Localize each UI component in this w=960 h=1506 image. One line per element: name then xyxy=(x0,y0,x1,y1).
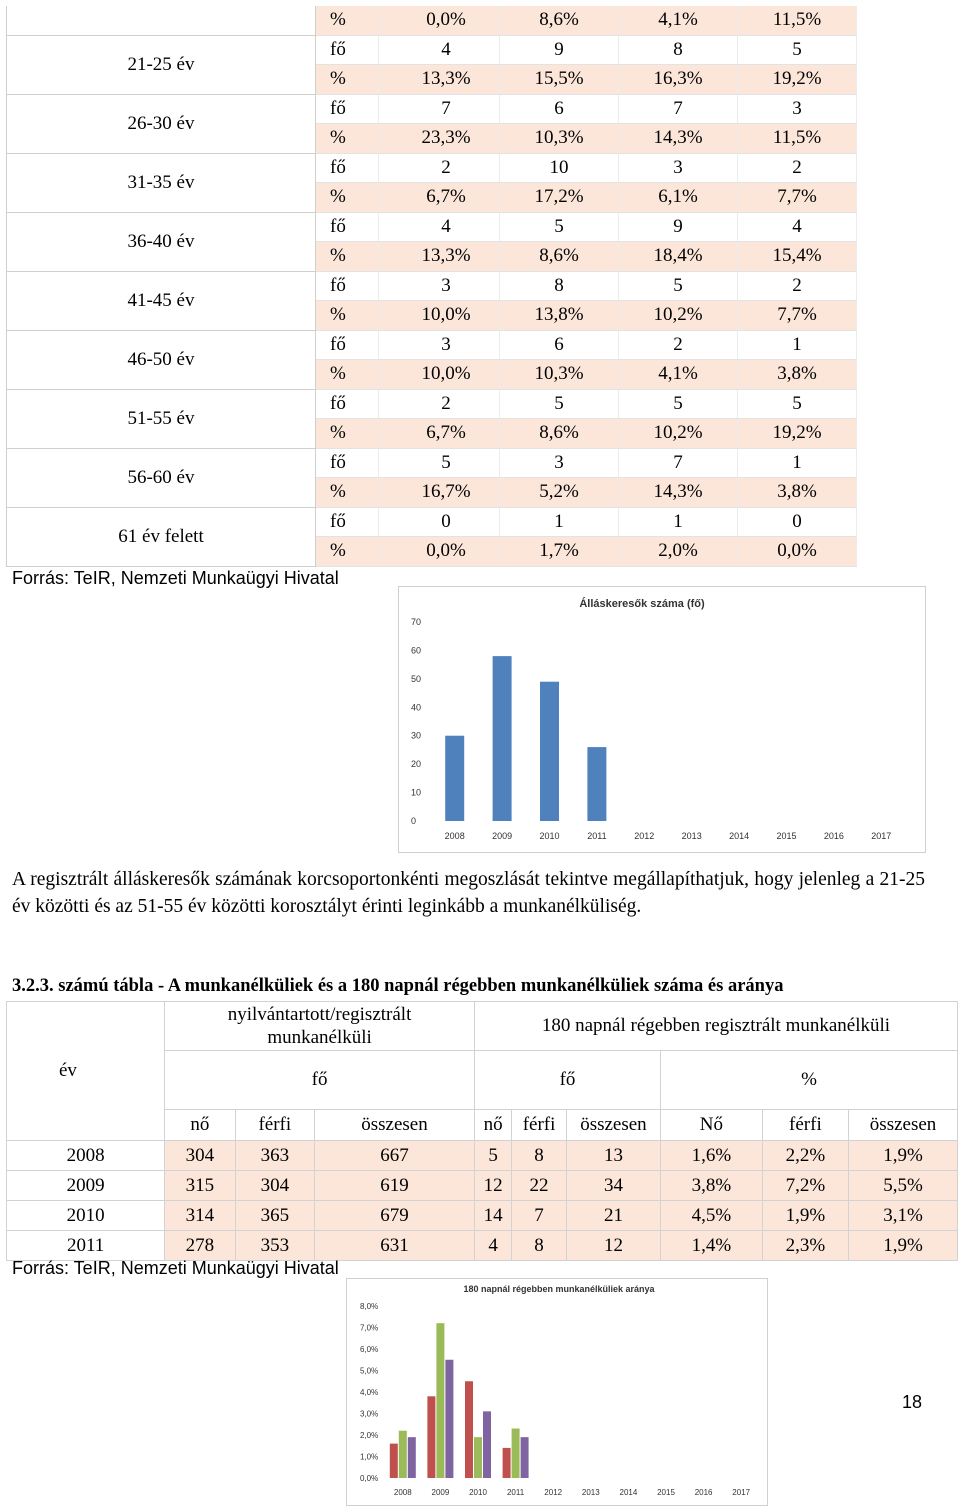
value-cell: 3,8% xyxy=(661,1171,763,1201)
bar-nő xyxy=(390,1444,398,1478)
bar xyxy=(493,656,512,821)
pct-cell: 13,3% xyxy=(379,242,500,272)
unit-label: fő xyxy=(316,271,379,301)
bar xyxy=(540,682,559,821)
y-tick-label: 0 xyxy=(411,816,417,826)
age-group-label: 21-25 év xyxy=(7,35,316,94)
long-term-ratio-chart xyxy=(346,1278,768,1506)
pct-cell: 1,7% xyxy=(500,537,619,567)
y-tick-label: 30 xyxy=(411,730,422,741)
pct-cell: 6,1% xyxy=(619,183,738,213)
table-row xyxy=(7,212,857,242)
count-cell: 5 xyxy=(500,212,619,242)
pct-cell: 6,7% xyxy=(379,183,500,213)
unit-label: fő xyxy=(316,35,379,65)
sub-header: Nő xyxy=(661,1110,763,1141)
value-cell: 631 xyxy=(315,1231,475,1261)
y-tick-label: 6,0% xyxy=(360,1345,379,1354)
pct-cell: 7,7% xyxy=(738,301,857,331)
y-tick-label: 2,0% xyxy=(360,1431,379,1440)
pct-cell: 6,7% xyxy=(379,419,500,449)
unit-label: % xyxy=(316,301,379,331)
value-cell: 14 xyxy=(474,1201,511,1231)
value-cell: 5,5% xyxy=(849,1171,958,1201)
pct-cell: 3,8% xyxy=(738,478,857,508)
value-cell: 22 xyxy=(512,1171,566,1201)
count-cell: 3 xyxy=(379,271,500,301)
x-tick-label: 2013 xyxy=(581,1488,600,1497)
table-row xyxy=(7,448,857,478)
y-tick-label: 8,0% xyxy=(360,1302,379,1311)
unit-label: % xyxy=(316,65,379,95)
age-group-label: 46-50 év xyxy=(7,330,316,389)
sub-header: összesen xyxy=(849,1110,958,1141)
jobseekers-chart xyxy=(398,586,926,853)
value-cell: 21 xyxy=(566,1201,660,1231)
pct-cell: 10,0% xyxy=(379,360,500,390)
age-group-label: 36-40 év xyxy=(7,212,316,271)
pct-cell: 16,3% xyxy=(619,65,738,95)
fo-header-2: fő xyxy=(474,1051,660,1110)
count-cell: 1 xyxy=(619,507,738,537)
count-cell: 8 xyxy=(500,271,619,301)
count-cell: 5 xyxy=(619,271,738,301)
x-tick-label: 2011 xyxy=(506,1488,525,1497)
x-tick-label: 2014 xyxy=(729,831,750,841)
pct-cell: 10,2% xyxy=(619,301,738,331)
age-table-source: Forrás: TeIR, Nemzeti Munkaügyi Hivatal xyxy=(12,568,339,588)
count-cell: 0 xyxy=(738,507,857,537)
chart-title: Álláskeresők száma (fő) xyxy=(579,598,705,610)
table-row xyxy=(7,1231,958,1261)
bar-összesen xyxy=(408,1437,416,1478)
pct-cell: 4,1% xyxy=(619,6,738,35)
count-cell: 5 xyxy=(619,389,738,419)
jobseekers-chart-svg xyxy=(399,587,925,852)
count-cell: 4 xyxy=(379,212,500,242)
pct-cell: 10,3% xyxy=(500,124,619,154)
bar-férfi xyxy=(512,1429,520,1478)
y-tick-label: 50 xyxy=(411,673,422,684)
count-cell: 1 xyxy=(738,330,857,360)
bar-nő xyxy=(465,1381,473,1478)
y-tick-label: 7,0% xyxy=(360,1323,379,1333)
unit-label: fő xyxy=(316,153,379,183)
sub-header: nő xyxy=(165,1110,235,1141)
pct-cell: 17,2% xyxy=(500,183,619,213)
unemployment-table xyxy=(6,1001,958,1261)
value-cell: 1,4% xyxy=(661,1231,763,1261)
value-cell: 619 xyxy=(315,1171,475,1201)
ev-header: év xyxy=(7,1002,165,1141)
y-tick-label: 3,0% xyxy=(360,1409,379,1419)
unit-label: fő xyxy=(316,389,379,419)
value-cell: 34 xyxy=(566,1171,660,1201)
value-cell: 679 xyxy=(315,1201,475,1231)
count-cell: 1 xyxy=(738,448,857,478)
page-number: 18 xyxy=(902,1392,923,1412)
unit-label: fő xyxy=(316,94,379,124)
count-cell: 10 xyxy=(500,153,619,183)
age-group-label: 31-35 év xyxy=(7,153,316,212)
y-tick-label: 5,0% xyxy=(360,1366,379,1376)
sub-header: összesen xyxy=(315,1110,475,1141)
x-tick-label: 2012 xyxy=(544,1488,563,1497)
bar-férfi xyxy=(436,1323,444,1478)
count-cell: 4 xyxy=(738,212,857,242)
y-tick-label: 60 xyxy=(411,645,422,656)
y-tick-label: 40 xyxy=(411,702,422,713)
x-tick-label: 2012 xyxy=(634,831,655,841)
unit-label: fő xyxy=(316,330,379,360)
value-cell: 315 xyxy=(165,1171,235,1201)
x-tick-label: 2017 xyxy=(732,1488,751,1497)
unemp-table-source: Forrás: TeIR, Nemzeti Munkaügyi Hivatal xyxy=(12,1258,339,1278)
value-cell: 1,9% xyxy=(762,1201,848,1231)
unit-label: fő xyxy=(316,212,379,242)
unit-label: % xyxy=(316,6,379,35)
sub-header: nő xyxy=(474,1110,511,1141)
value-cell: 353 xyxy=(235,1231,314,1261)
pct-cell: 10,2% xyxy=(619,419,738,449)
x-tick-label: 2016 xyxy=(694,1488,713,1497)
bar-férfi xyxy=(399,1431,407,1478)
age-group-label: 56-60 év xyxy=(7,448,316,507)
year-cell: 2008 xyxy=(7,1141,165,1171)
year-cell: 2009 xyxy=(7,1171,165,1201)
x-tick-label: 2008 xyxy=(444,831,465,841)
x-tick-label: 2017 xyxy=(871,831,892,841)
table-row xyxy=(7,153,857,183)
pct-cell: 10,0% xyxy=(379,301,500,331)
count-cell: 8 xyxy=(619,35,738,65)
table-row xyxy=(7,1141,958,1171)
age-group-label: 26-30 év xyxy=(7,94,316,153)
unit-label: % xyxy=(316,360,379,390)
count-cell: 3 xyxy=(619,153,738,183)
unit-label: fő xyxy=(316,507,379,537)
x-tick-label: 2016 xyxy=(823,831,844,841)
table-row xyxy=(7,1171,958,1201)
bar-férfi xyxy=(474,1437,482,1478)
value-cell: 12 xyxy=(474,1171,511,1201)
pct-cell: 8,6% xyxy=(500,419,619,449)
value-cell: 8 xyxy=(512,1141,566,1171)
value-cell: 2,3% xyxy=(762,1231,848,1261)
value-cell: 3,1% xyxy=(849,1201,958,1231)
y-tick-label: 10 xyxy=(411,787,422,798)
count-cell: 2 xyxy=(738,271,857,301)
pct-cell: 11,5% xyxy=(738,6,857,35)
y-tick-label: 1,0% xyxy=(360,1452,379,1462)
pct-cell: 14,3% xyxy=(619,124,738,154)
sub-header: összesen xyxy=(566,1110,660,1141)
table-row xyxy=(7,507,857,537)
bar-nő xyxy=(503,1448,511,1478)
bar-nő xyxy=(427,1396,435,1478)
pct-cell: 8,6% xyxy=(500,6,619,35)
value-cell: 7,2% xyxy=(762,1171,848,1201)
value-cell: 1,6% xyxy=(661,1141,763,1171)
age-group-label: 41-45 év xyxy=(7,271,316,330)
pct-cell: 0,0% xyxy=(738,537,857,567)
count-cell: 5 xyxy=(738,35,857,65)
pct-cell: 4,1% xyxy=(619,360,738,390)
sub-header: férfi xyxy=(235,1110,314,1141)
count-cell: 4 xyxy=(379,35,500,65)
pct-cell: 18,4% xyxy=(619,242,738,272)
age-group-label: 61 év felett xyxy=(7,507,316,566)
unit-label: % xyxy=(316,419,379,449)
age-group-label xyxy=(7,6,316,35)
bar-összesen xyxy=(445,1360,453,1478)
pct-cell: 3,8% xyxy=(738,360,857,390)
value-cell: 365 xyxy=(235,1201,314,1231)
pct-cell: 13,3% xyxy=(379,65,500,95)
registered-header: nyilvántartott/regisztrált munkanélküli xyxy=(165,1002,475,1051)
unit-label: % xyxy=(316,183,379,213)
x-tick-label: 2011 xyxy=(587,831,607,841)
chart-title: 180 napnál régebben munkanélküliek aránya xyxy=(463,1284,655,1294)
count-cell: 5 xyxy=(738,389,857,419)
x-tick-label: 2015 xyxy=(657,1488,675,1497)
body-paragraph: A regisztrált álláskeresők számának korcsoportonkénti megoszlását tekintve megállapíthatjuk, hogy jelenleg a 21-25 év közötti és az 51-55 év közötti korosztályt érinti leginkább a munkanélküliség. xyxy=(12,869,925,917)
pct-cell: 2,0% xyxy=(619,537,738,567)
pct-cell: 5,2% xyxy=(500,478,619,508)
value-cell: 1,9% xyxy=(849,1141,958,1171)
count-cell: 2 xyxy=(379,389,500,419)
pct-cell: 23,3% xyxy=(379,124,500,154)
x-tick-label: 2009 xyxy=(492,831,513,841)
count-cell: 2 xyxy=(738,153,857,183)
value-cell: 278 xyxy=(165,1231,235,1261)
y-tick-label: 70 xyxy=(411,617,422,627)
age-group-label: 51-55 év xyxy=(7,389,316,448)
value-cell: 304 xyxy=(235,1171,314,1201)
x-tick-label: 2010 xyxy=(539,831,560,841)
count-cell: 3 xyxy=(738,94,857,124)
pct-cell: 10,3% xyxy=(500,360,619,390)
pct-cell: 19,2% xyxy=(738,65,857,95)
count-cell: 1 xyxy=(500,507,619,537)
count-cell: 7 xyxy=(619,94,738,124)
count-cell: 3 xyxy=(500,448,619,478)
fo-header-1: fő xyxy=(165,1051,475,1110)
value-cell: 1,9% xyxy=(849,1231,958,1261)
table-row xyxy=(7,330,857,360)
count-cell: 0 xyxy=(379,507,500,537)
value-cell: 314 xyxy=(165,1201,235,1231)
count-cell: 2 xyxy=(379,153,500,183)
pct-cell: 7,7% xyxy=(738,183,857,213)
value-cell: 12 xyxy=(566,1231,660,1261)
count-cell: 7 xyxy=(379,94,500,124)
bar-összesen xyxy=(521,1437,529,1478)
table-heading: 3.2.3. számú tábla - A munkanélküliek és a 180 napnál régebben munkanélküliek száma és aránya xyxy=(12,976,784,996)
value-cell: 304 xyxy=(165,1141,235,1171)
x-tick-label: 2010 xyxy=(469,1488,487,1497)
x-tick-label: 2008 xyxy=(393,1488,412,1497)
count-cell: 5 xyxy=(500,389,619,419)
count-cell: 7 xyxy=(619,448,738,478)
unit-label: % xyxy=(316,478,379,508)
count-cell: 2 xyxy=(619,330,738,360)
value-cell: 4 xyxy=(474,1231,511,1261)
y-tick-label: 20 xyxy=(411,759,422,770)
count-cell: 9 xyxy=(500,35,619,65)
value-cell: 2,2% xyxy=(762,1141,848,1171)
count-cell: 5 xyxy=(379,448,500,478)
y-tick-label: 0,0% xyxy=(360,1474,379,1483)
table-row xyxy=(7,271,857,301)
bar xyxy=(445,736,464,821)
count-cell: 6 xyxy=(500,330,619,360)
pct-cell: 0,0% xyxy=(379,537,500,567)
count-cell: 3 xyxy=(379,330,500,360)
value-cell: 363 xyxy=(235,1141,314,1171)
unit-label: % xyxy=(316,242,379,272)
x-tick-label: 2009 xyxy=(431,1488,450,1497)
age-group-table xyxy=(6,6,857,567)
value-cell: 13 xyxy=(566,1141,660,1171)
value-cell: 667 xyxy=(315,1141,475,1171)
value-cell: 4,5% xyxy=(661,1201,763,1231)
x-tick-label: 2015 xyxy=(776,831,797,841)
bar xyxy=(587,747,606,821)
long-term-header: 180 napnál régebben regisztrált munkanélküli xyxy=(474,1002,957,1051)
pct-cell: 14,3% xyxy=(619,478,738,508)
pct-header: % xyxy=(661,1051,958,1110)
pct-cell: 15,4% xyxy=(738,242,857,272)
year-cell: 2010 xyxy=(7,1201,165,1231)
pct-cell: 8,6% xyxy=(500,242,619,272)
count-cell: 9 xyxy=(619,212,738,242)
table-row xyxy=(7,94,857,124)
table-row xyxy=(7,389,857,419)
unit-label: % xyxy=(316,124,379,154)
long-term-ratio-chart-svg xyxy=(347,1279,767,1505)
x-tick-label: 2014 xyxy=(619,1488,638,1497)
pct-cell: 15,5% xyxy=(500,65,619,95)
pct-cell: 0,0% xyxy=(379,6,500,35)
sub-header: férfi xyxy=(762,1110,848,1141)
table-row xyxy=(7,35,857,65)
year-cell: 2011 xyxy=(7,1231,165,1261)
value-cell: 8 xyxy=(512,1231,566,1261)
pct-cell: 16,7% xyxy=(379,478,500,508)
pct-cell: 11,5% xyxy=(738,124,857,154)
table-row xyxy=(7,1201,958,1231)
unit-label: fő xyxy=(316,448,379,478)
unit-label: % xyxy=(316,537,379,567)
x-tick-label: 2013 xyxy=(681,831,702,841)
pct-cell: 19,2% xyxy=(738,419,857,449)
bar-összesen xyxy=(483,1411,491,1478)
y-tick-label: 4,0% xyxy=(360,1388,379,1397)
value-cell: 5 xyxy=(474,1141,511,1171)
value-cell: 7 xyxy=(512,1201,566,1231)
table-row xyxy=(7,6,857,35)
sub-header: férfi xyxy=(512,1110,566,1141)
pct-cell: 13,8% xyxy=(500,301,619,331)
count-cell: 6 xyxy=(500,94,619,124)
